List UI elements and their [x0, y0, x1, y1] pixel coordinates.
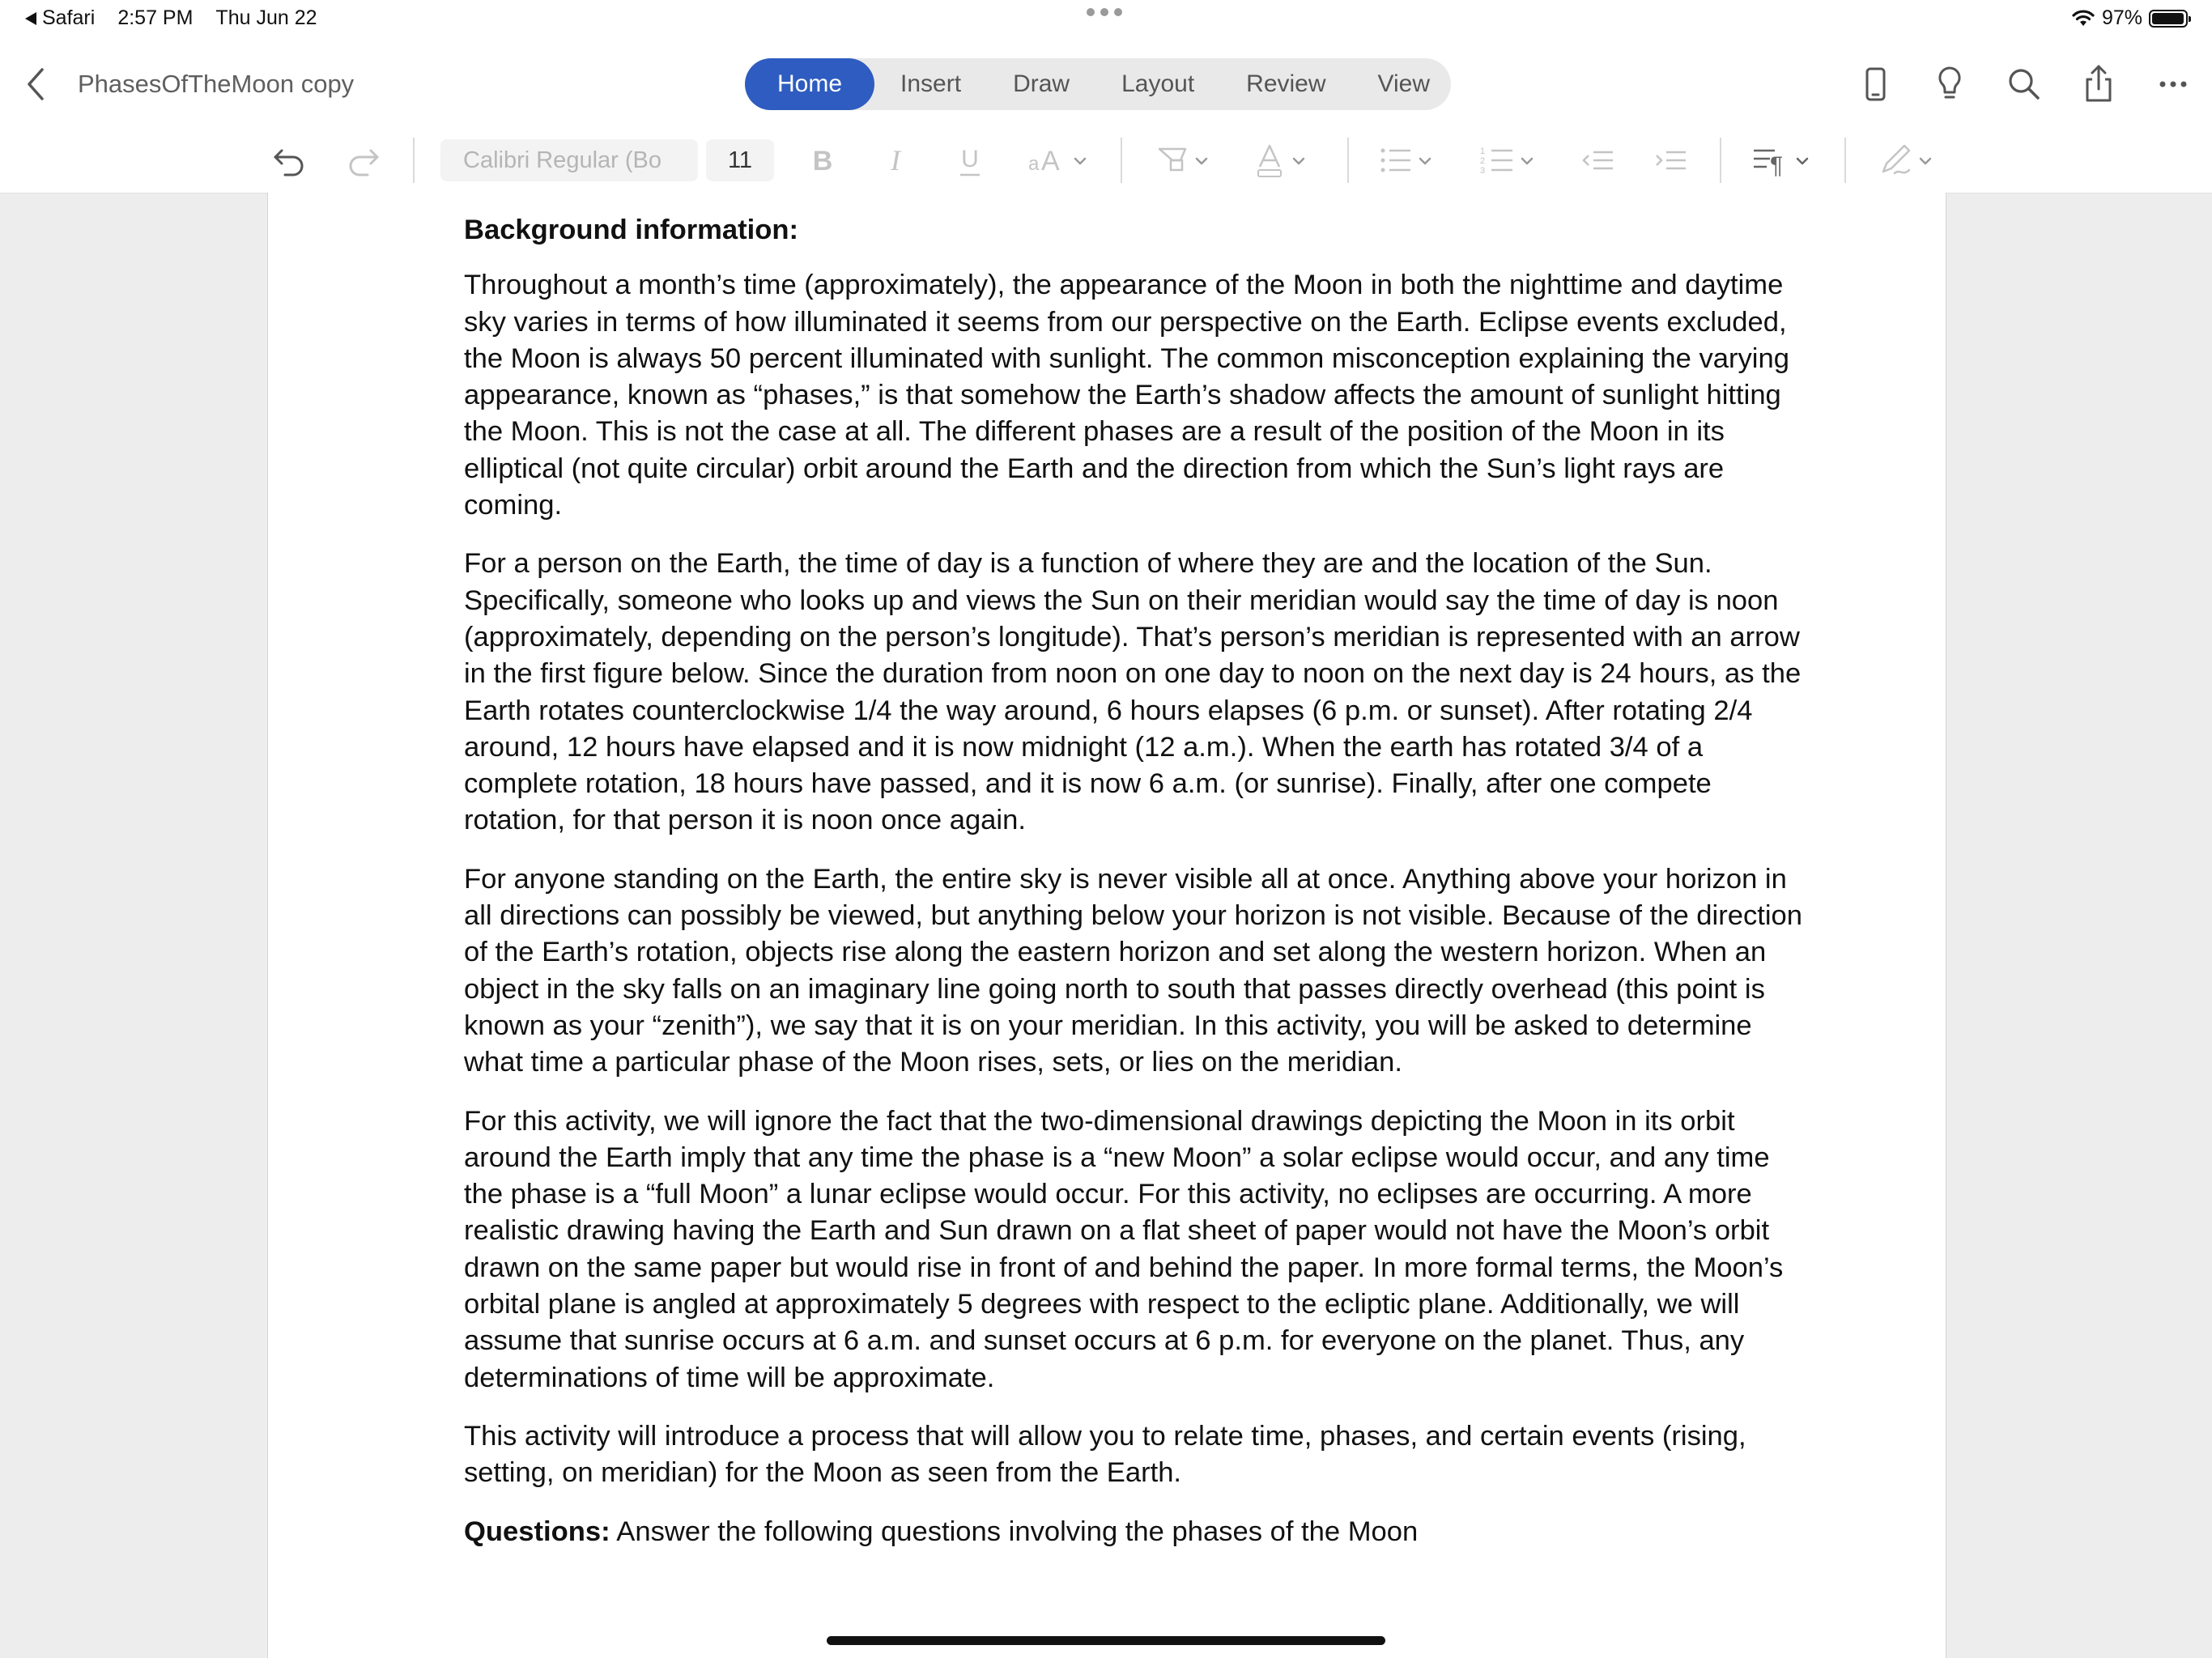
highlight-icon[interactable]: [1153, 139, 1218, 181]
svg-text:1: 1: [1480, 147, 1486, 156]
back-to-app-link[interactable]: [24, 6, 95, 30]
questions-label: Questions:: [464, 1516, 610, 1547]
status-time: 2:57 PM: [117, 6, 194, 29]
share-icon[interactable]: [2074, 60, 2123, 108]
questions-line: [464, 1514, 1808, 1550]
mobile-view-icon[interactable]: [1851, 60, 1899, 108]
search-icon[interactable]: [2000, 60, 2048, 108]
paragraph: Throughout a month’s time (approximately), the appearance of the Moon in both the nighttime and daytime sky varies in terms of how illuminated it seems from our perspective on the Earth. Eclipse events excluded, the Moon is always 50 percent illuminated with sunlight. The common misconception explaining the varying appearance, known as “phases,” is that somehow the Earth’s shadow affects the amount of sunlight hitting the Moon. This is not the case at all. The different phases are a result of the position of the Moon in its elliptical (not quite circular) orbit around the Earth and the direction from which the Sun’s light rays are coming.: [464, 270, 1789, 521]
numbered-list-icon[interactable]: [1478, 139, 1545, 181]
dot: [1100, 8, 1108, 16]
paragraph: For anyone standing on the Earth, the entire sky is never visible all at once. Anything above your horizon in all directions can possibly be viewed, but anything below your horizon is not visible. Because of the direction of the Earth’s rotation, objects rise along the eastern horizon and set along the western horizon. When an object in the sky falls on an imaginary line going north to south that passes directly overhead (this point is known as your “zenith”), we say that it is on your meridian. In this activity, you will be asked to determine what time a particular phase of the Moon rises, sets, or lies on the meridian.: [464, 863, 1802, 1078]
svg-text:a: a: [1028, 153, 1040, 175]
tab-layout[interactable]: Layout: [1121, 70, 1195, 97]
title-bar: [0, 40, 2212, 128]
editor-icon[interactable]: [1877, 139, 1942, 181]
more-icon[interactable]: [2149, 60, 2197, 108]
home-ribbon: [0, 128, 2212, 193]
paragraph: For this activity, we will ignore the fact that the two-dimensional drawings depicting the Moon in its orbit around the Earth imply that any time the phase is a “new Moon” a solar eclipse would occur, and any time the phase is a “full Moon” a lunar eclipse would occur. For this activity, no eclipses are occurring. A more realistic drawing having the Earth and Sun drawn on a flat sheet of paper would not have the Moon’s orbit drawn on the same paper but would rise in front of and behind the paper. In more formal terms, the Moon’s orbital plane is angled at approximately 5 degrees with respect to the ecliptic plane. Additionally, we will assume that sunrise occurs at 6 a.m. and sunset occurs at 6 p.m. for everyone on the planet. Thus, any determinations of time will be approximate.: [464, 1105, 1784, 1393]
battery-icon: [2149, 10, 2188, 28]
battery-percent: 97%: [2101, 6, 2142, 29]
ribbon-divider: [413, 138, 415, 183]
home-indicator[interactable]: [827, 1636, 1385, 1645]
document-body[interactable]: [464, 212, 1808, 1572]
paragraph-styles-icon[interactable]: [1750, 139, 1817, 181]
svg-text:A: A: [1041, 146, 1060, 176]
font-size-selector[interactable]: 11: [706, 139, 774, 181]
undo-icon[interactable]: [267, 139, 313, 181]
ribbon-divider: [1121, 138, 1122, 183]
wifi-icon: [2071, 10, 2095, 28]
paragraph: This activity will introduce a process that will allow you to relate time, phases, and certain events (rising, setting, on meridian) for the Moon as seen from the Earth.: [464, 1420, 1746, 1489]
svg-text:¶: ¶: [1770, 152, 1784, 179]
bold-icon[interactable]: [802, 139, 844, 181]
ribbon-divider: [1347, 138, 1349, 183]
underline-icon[interactable]: [949, 139, 991, 181]
svg-text:I: I: [891, 144, 900, 176]
font-color-icon[interactable]: [1252, 139, 1317, 181]
multitasking-dots[interactable]: [1087, 8, 1122, 16]
ribbon-divider: [1844, 138, 1846, 183]
status-date: Thu Jun 22: [215, 6, 317, 29]
back-app-label: Safari: [42, 6, 96, 29]
section-heading: Background information:: [464, 215, 799, 245]
increase-indent-icon[interactable]: [1652, 139, 1689, 181]
back-triangle-icon: [24, 11, 37, 26]
tab-draw[interactable]: Draw: [1013, 70, 1070, 97]
questions-text: Answer the following questions involving the phases of the Moon: [610, 1516, 1419, 1547]
tab-review[interactable]: Review: [1246, 70, 1326, 97]
font-name-selector[interactable]: Calibri Regular (Bo: [440, 139, 698, 181]
tab-view[interactable]: View: [1377, 70, 1431, 97]
dot: [1087, 8, 1095, 16]
document-page[interactable]: [267, 193, 1946, 1658]
bullet-list-icon[interactable]: [1376, 139, 1443, 181]
italic-icon[interactable]: [874, 139, 917, 181]
svg-text:U: U: [961, 146, 979, 172]
svg-text:3: 3: [1480, 166, 1486, 176]
font-size-change-icon[interactable]: [1025, 139, 1091, 181]
svg-text:2: 2: [1480, 156, 1486, 166]
decrease-indent-icon[interactable]: [1579, 139, 1616, 181]
battery-fill: [2152, 13, 2184, 24]
redo-icon[interactable]: [340, 139, 385, 181]
tab-home[interactable]: Home: [745, 58, 874, 110]
ribbon-divider: [1720, 138, 1721, 183]
top-right-toolbar: [0, 60, 2212, 108]
paragraph: For a person on the Earth, the time of day is a function of where they are and the location of the Sun. Specifically, someone who looks up and views the Sun on their meridian would say the time of day is noon (approximately, depending on the person’s longitude). That’s person’s meridian is represented with an arrow in the first figure below. Since the duration from noon on one day to noon on the next day is 24 hours, as the Earth rotates counterclockwise 1/4 the way around, 6 hours elapses (6 p.m. or sunset). After rotating 2/4 around, 12 hours have elapsed and it is now midnight (12 a.m.). When the earth has rotated 3/4 of a complete rotation, 18 hours have passed, and it is now 6 a.m. (or sunrise). Finally, after one compete rotation, for that person it is noon once again.: [464, 548, 1802, 836]
lightbulb-icon[interactable]: [1925, 60, 1974, 108]
svg-text:B: B: [812, 146, 833, 176]
status-bar: [0, 0, 2212, 40]
tab-insert[interactable]: Insert: [900, 70, 962, 97]
dot: [1114, 8, 1122, 16]
document-title[interactable]: PhasesOfTheMoon copy: [78, 70, 355, 98]
